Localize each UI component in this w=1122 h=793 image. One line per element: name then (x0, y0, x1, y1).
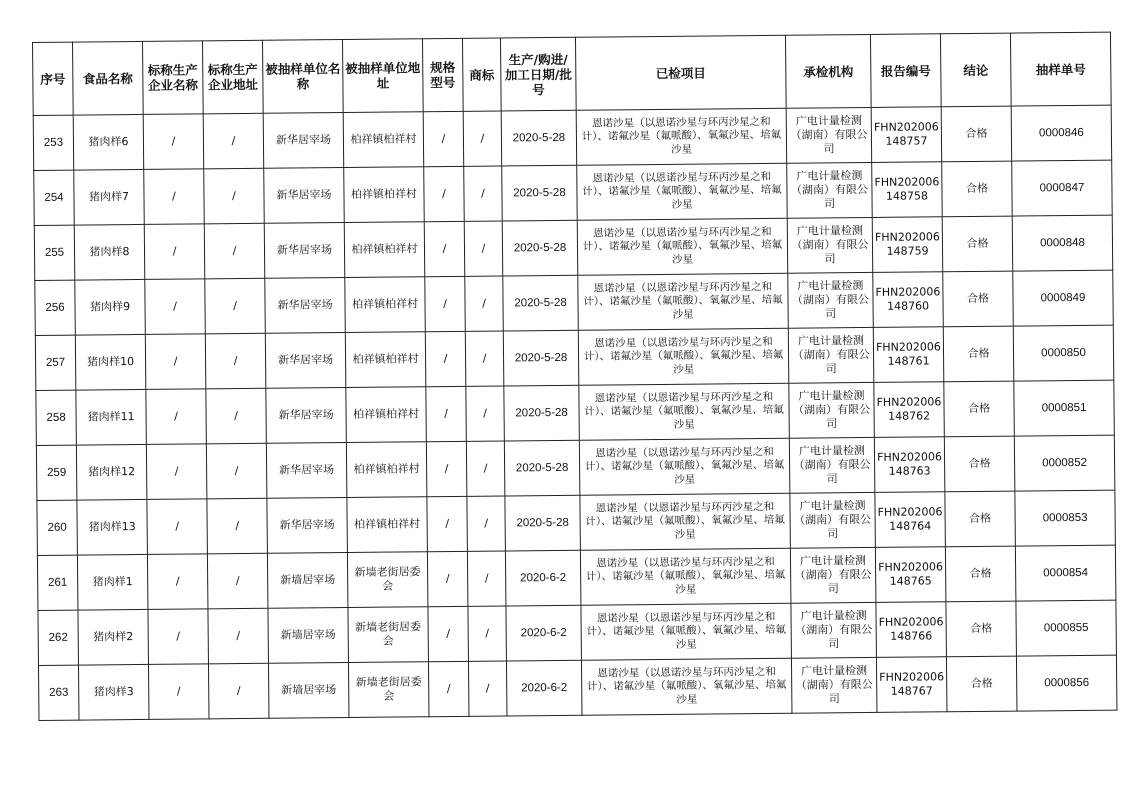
sampled-unit-address-cell: 柏祥镇柏祥村 (343, 112, 424, 168)
table-body (33, 105, 1117, 720)
manufacturer-address-cell: / (205, 278, 266, 334)
header-cell: 结论 (940, 33, 1011, 107)
sample-number-cell: 0000852 (1014, 435, 1115, 491)
report-number-cell: FHN202006148765 (875, 547, 946, 603)
production-date-cell: 2020-5-28 (505, 495, 581, 551)
manufacturer-name-cell: / (145, 334, 206, 390)
header-cell: 商标 (462, 38, 501, 111)
production-date-cell: 2020-5-28 (502, 220, 578, 276)
brand-cell: / (464, 166, 503, 221)
report-number-cell: FHN202006148764 (875, 492, 946, 548)
sample-number-cell: 0000848 (1012, 215, 1113, 271)
spec-model-cell: / (426, 386, 467, 441)
table-row (35, 270, 1113, 335)
conclusion-cell: 合格 (945, 491, 1016, 547)
tested-items-cell: 恩诺沙星（以恩诺沙星与环丙沙星之和计）、诺氟沙星（氟哌酸）、氧氟沙星、培氟沙星 (578, 328, 789, 385)
report-number-cell: FHN202006148760 (873, 272, 944, 328)
testing-agency-cell: 广电计量检测（湖南）有限公司 (791, 657, 877, 713)
spec-model-cell: / (424, 166, 465, 221)
header-cell: 序号 (33, 42, 74, 115)
sample-number-cell: 0000854 (1015, 545, 1116, 601)
table-row (34, 160, 1112, 225)
sample-number-cell: 0000850 (1013, 325, 1114, 381)
tested-items-cell: 恩诺沙星（以恩诺沙星与环丙沙星之和计）、诺氟沙星（氟哌酸）、氧氟沙星、培氟沙星 (579, 438, 790, 495)
production-date-cell: 2020-5-28 (504, 385, 580, 441)
row-number-cell: 255 (34, 225, 75, 280)
production-date-cell: 2020-6-2 (506, 660, 582, 716)
brand-cell: / (467, 551, 506, 606)
header-cell: 被抽样单位地址 (342, 39, 423, 113)
spec-model-cell: / (425, 276, 466, 331)
manufacturer-address-cell: / (208, 663, 269, 719)
spec-model-cell: / (427, 496, 468, 551)
spec-model-cell: / (428, 661, 469, 716)
sampled-unit-address-cell: 新墙老街居委会 (348, 607, 429, 663)
food-name-cell: 猪肉样8 (74, 224, 145, 280)
sampled-unit-address-cell: 新墙老街居委会 (347, 552, 428, 608)
tested-items-cell: 恩诺沙星（以恩诺沙星与环丙沙星之和计）、诺氟沙星（氟哌酸）、氧氟沙星、培氟沙星 (581, 603, 792, 660)
conclusion-cell: 合格 (944, 436, 1015, 492)
sampled-unit-address-cell: 新墙老街居委会 (348, 662, 429, 718)
conclusion-cell: 合格 (942, 216, 1013, 272)
testing-agency-cell: 广电计量检测（湖南）有限公司 (791, 602, 877, 658)
conclusion-cell: 合格 (942, 161, 1013, 217)
sample-number-cell: 0000856 (1016, 655, 1117, 711)
report-number-cell: FHN202006148758 (872, 162, 943, 218)
row-number-cell: 258 (36, 390, 77, 445)
manufacturer-address-cell: / (207, 553, 268, 609)
table-row (38, 655, 1116, 720)
production-date-cell: 2020-6-2 (505, 550, 581, 606)
manufacturer-address-cell: / (205, 333, 266, 389)
sample-number-cell: 0000849 (1013, 270, 1114, 326)
brand-cell: / (465, 331, 504, 386)
manufacturer-name-cell: / (145, 279, 206, 335)
manufacturer-name-cell: / (148, 664, 209, 720)
manufacturer-name-cell: / (144, 169, 205, 225)
conclusion-cell: 合格 (944, 381, 1015, 437)
sample-number-cell: 0000851 (1014, 380, 1115, 436)
table-row (37, 490, 1115, 555)
row-number-cell: 263 (38, 665, 79, 720)
manufacturer-address-cell: / (208, 608, 269, 664)
spec-model-cell: / (427, 551, 468, 606)
row-number-cell: 259 (36, 445, 77, 500)
food-name-cell: 猪肉样12 (76, 444, 147, 500)
row-number-cell: 262 (38, 610, 79, 665)
food-name-cell: 猪肉样7 (74, 169, 145, 225)
sampled-unit-name-cell: 新墙居宰场 (267, 552, 348, 608)
sampled-unit-name-cell: 新墙居宰场 (268, 607, 349, 663)
manufacturer-name-cell: / (144, 224, 205, 280)
tested-items-cell: 恩诺沙星（以恩诺沙星与环丙沙星之和计）、诺氟沙星（氟哌酸）、氧氟沙星、培氟沙星 (581, 658, 792, 715)
report-number-cell: FHN202006148757 (871, 107, 942, 163)
conclusion-cell: 合格 (946, 656, 1017, 712)
production-date-cell: 2020-5-28 (503, 275, 579, 331)
header-cell: 食品名称 (73, 41, 144, 115)
brand-cell: / (468, 661, 507, 716)
row-number-cell: 256 (35, 280, 76, 335)
header-cell: 承检机构 (785, 34, 871, 108)
sampled-unit-address-cell: 柏祥镇柏祥村 (347, 497, 428, 553)
manufacturer-name-cell: / (147, 499, 208, 555)
row-number-cell: 254 (34, 170, 75, 225)
tested-items-cell: 恩诺沙星（以恩诺沙星与环丙沙星之和计）、诺氟沙星（氟哌酸）、氧氟沙星、培氟沙星 (576, 108, 787, 165)
report-number-cell: FHN202006148763 (874, 437, 945, 493)
food-name-cell: 猪肉样1 (77, 554, 148, 610)
sampled-unit-address-cell: 柏祥镇柏祥村 (346, 442, 427, 498)
table-row (34, 215, 1112, 280)
sampled-unit-name-cell: 新华居宰场 (265, 333, 346, 389)
brand-cell: / (466, 441, 505, 496)
header-cell: 标称生产企业地址 (202, 40, 263, 114)
sample-number-cell: 0000847 (1012, 160, 1113, 216)
tested-items-cell: 恩诺沙星（以恩诺沙星与环丙沙星之和计）、诺氟沙星（氟哌酸）、氧氟沙星、培氟沙星 (578, 273, 789, 330)
report-number-cell: FHN202006148761 (873, 327, 944, 383)
tested-items-cell: 恩诺沙星（以恩诺沙星与环丙沙星之和计）、诺氟沙星（氟哌酸）、氧氟沙星、培氟沙星 (579, 383, 790, 440)
food-name-cell: 猪肉样10 (75, 334, 146, 390)
header-cell: 报告编号 (870, 34, 941, 108)
table-row (37, 545, 1115, 610)
testing-agency-cell: 广电计量检测（湖南）有限公司 (790, 547, 876, 603)
production-date-cell: 2020-5-28 (504, 440, 580, 496)
row-number-cell: 257 (35, 335, 76, 390)
sampled-unit-address-cell: 柏祥镇柏祥村 (344, 167, 425, 223)
manufacturer-address-cell: / (207, 498, 268, 554)
report-number-cell: FHN202006148762 (874, 382, 945, 438)
inspection-sheet (32, 32, 1117, 721)
testing-agency-cell: 广电计量检测（湖南）有限公司 (789, 437, 875, 493)
food-name-cell: 猪肉样6 (73, 114, 144, 170)
row-number-cell: 253 (33, 115, 74, 170)
manufacturer-name-cell: / (147, 554, 208, 610)
spec-model-cell: / (425, 331, 466, 386)
sample-number-cell: 0000853 (1015, 490, 1116, 546)
brand-cell: / (466, 386, 505, 441)
conclusion-cell: 合格 (943, 326, 1014, 382)
testing-agency-cell: 广电计量检测（湖南）有限公司 (790, 492, 876, 548)
report-number-cell: FHN202006148767 (876, 657, 947, 713)
testing-agency-cell: 广电计量检测（湖南）有限公司 (788, 327, 874, 383)
spec-model-cell: / (423, 111, 464, 166)
sampled-unit-address-cell: 柏祥镇柏祥村 (346, 387, 427, 443)
sampled-unit-name-cell: 新华居宰场 (267, 497, 348, 553)
production-date-cell: 2020-5-28 (503, 330, 579, 386)
brand-cell: / (464, 221, 503, 276)
brand-cell: / (467, 496, 506, 551)
food-name-cell: 猪肉样3 (78, 664, 149, 720)
testing-agency-cell: 广电计量检测（湖南）有限公司 (789, 382, 875, 438)
manufacturer-name-cell: / (146, 389, 207, 445)
conclusion-cell: 合格 (943, 271, 1014, 327)
header-cell: 已检项目 (575, 35, 786, 110)
sampled-unit-name-cell: 新华居宰场 (263, 113, 344, 169)
report-number-cell: FHN202006148759 (872, 217, 943, 273)
header-cell: 标称生产企业名称 (142, 41, 203, 115)
conclusion-cell: 合格 (946, 601, 1017, 657)
manufacturer-address-cell: / (203, 113, 264, 169)
manufacturer-name-cell: / (148, 609, 209, 665)
header-cell: 抽样单号 (1010, 32, 1111, 106)
spec-model-cell: / (428, 606, 469, 661)
header-cell: 被抽样单位名称 (262, 40, 343, 114)
brand-cell: / (465, 276, 504, 331)
sampled-unit-address-cell: 柏祥镇柏祥村 (345, 277, 426, 333)
brand-cell: / (463, 111, 502, 166)
conclusion-cell: 合格 (941, 106, 1012, 162)
table-row (33, 105, 1111, 170)
tested-items-cell: 恩诺沙星（以恩诺沙星与环丙沙星之和计）、诺氟沙星（氟哌酸）、氧氟沙星、培氟沙星 (580, 548, 791, 605)
table-row (36, 380, 1114, 445)
manufacturer-address-cell: / (204, 168, 265, 224)
production-date-cell: 2020-5-28 (501, 110, 577, 166)
testing-agency-cell: 广电计量检测（湖南）有限公司 (787, 217, 873, 273)
food-name-cell: 猪肉样2 (78, 609, 149, 665)
header-cell: 生产/购进/加工日期/批号 (500, 37, 576, 111)
manufacturer-name-cell: / (143, 114, 204, 170)
testing-agency-cell: 广电计量检测（湖南）有限公司 (787, 162, 873, 218)
sampled-unit-name-cell: 新华居宰场 (266, 388, 347, 444)
testing-agency-cell: 广电计量检测（湖南）有限公司 (786, 107, 872, 163)
spec-model-cell: / (424, 221, 465, 276)
manufacturer-address-cell: / (204, 223, 265, 279)
tested-items-cell: 恩诺沙星（以恩诺沙星与环丙沙星之和计）、诺氟沙星（氟哌酸）、氧氟沙星、培氟沙星 (580, 493, 791, 550)
production-date-cell: 2020-6-2 (506, 605, 582, 661)
manufacturer-address-cell: / (206, 388, 267, 444)
table-row (38, 600, 1116, 665)
sampled-unit-name-cell: 新华居宰场 (264, 223, 345, 279)
report-number-cell: FHN202006148766 (876, 602, 947, 658)
sampled-unit-name-cell: 新华居宰场 (265, 278, 346, 334)
header-cell: 规格型号 (422, 38, 463, 111)
row-number-cell: 261 (37, 555, 78, 610)
sampled-unit-name-cell: 新华居宰场 (266, 443, 347, 499)
spec-model-cell: / (426, 441, 467, 496)
production-date-cell: 2020-5-28 (502, 165, 578, 221)
tested-items-cell: 恩诺沙星（以恩诺沙星与环丙沙星之和计）、诺氟沙星（氟哌酸）、氧氟沙星、培氟沙星 (577, 218, 788, 275)
sampled-unit-address-cell: 柏祥镇柏祥村 (345, 332, 426, 388)
food-name-cell: 猪肉样13 (77, 499, 148, 555)
food-name-cell: 猪肉样11 (76, 389, 147, 445)
sampled-unit-name-cell: 新墙居宰场 (268, 662, 349, 718)
testing-agency-cell: 广电计量检测（湖南）有限公司 (788, 272, 874, 328)
tested-items-cell: 恩诺沙星（以恩诺沙星与环丙沙星之和计）、诺氟沙星（氟哌酸）、氧氟沙星、培氟沙星 (577, 163, 788, 220)
sample-number-cell: 0000846 (1011, 105, 1112, 161)
manufacturer-address-cell: / (206, 443, 267, 499)
conclusion-cell: 合格 (945, 546, 1016, 602)
manufacturer-name-cell: / (146, 444, 207, 500)
row-number-cell: 260 (37, 500, 78, 555)
sampled-unit-name-cell: 新华居宰场 (264, 168, 345, 224)
food-name-cell: 猪肉样9 (75, 279, 146, 335)
sampled-unit-address-cell: 柏祥镇柏祥村 (344, 222, 425, 278)
brand-cell: / (468, 606, 507, 661)
sample-number-cell: 0000855 (1016, 600, 1117, 656)
table-row (35, 325, 1113, 390)
header-row (33, 32, 1112, 115)
inspection-table (32, 32, 1117, 721)
